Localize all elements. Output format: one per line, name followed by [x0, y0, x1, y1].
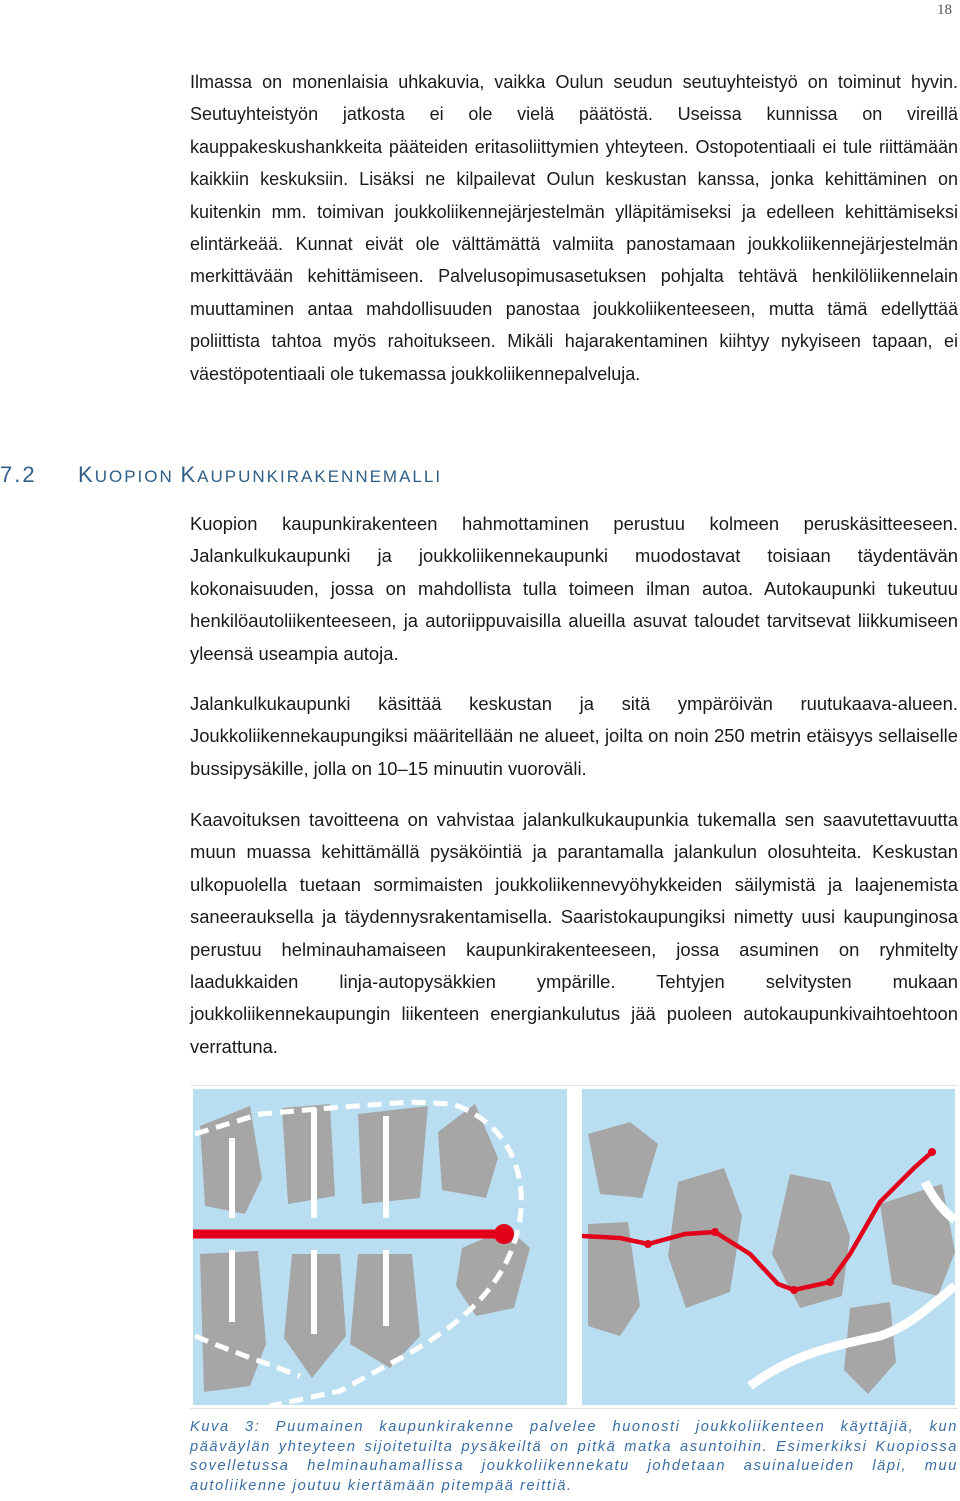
- land-block: [358, 1106, 428, 1204]
- bus-stop: [644, 1240, 652, 1248]
- land-block: [282, 1104, 335, 1204]
- terminal-stop: [494, 1224, 514, 1244]
- paragraph-intro: Ilmassa on monenlaisia uhkakuvia, vaikka Oulun seudun seutuyhteistyö on toiminut hyvin. Seutuyhteistyön jatkosta ei ole vielä päätöstä. Useissa kunnissa on vireillä kauppakeskushankkeita pääteiden eritasoliittymien yhteyteen. Ostopotentiaali ei tule riittämään kaikkiin keskuksiin. Lisäksi ne kilpailevat Oulun keskustan kanssa, jonka kehittäminen on kuitenkin mm. toimivan joukkoliikennejärjestelmän ylläpitämiseksi ja edelleen kehittämiseksi elintärkeää. Kunnat eivät ole välttämättä valmiita panostamaan joukkoliikennejärjestelmän merkittävään kehittämiseen. Palvelusopimusasetuksen pohjalta tehtävä henkilöliikennelain muuttaminen antaa mahdollisuuden panostaa joukkoliikenteeseen, mutta tämä edellyttää poliittista tahtoa myös rahoitukseen. Mikäli hajarakentaminen kiihtyy nykyiseen tapaan, ei väestöpotentiaali ole tukemassa joukkoliikennepalveluja.: [190, 72, 958, 384]
- section-title-initial: K: [78, 462, 95, 487]
- figure-caption: Kuva 3: Puumainen kaupunkirakenne palvelee huonosti joukkoliikenteen käyttäjiä, kun pääväylän yhteyteen sijoitetuilta pysäkeiltä on pitkä matka asuntoihin. Esimerkiksi Kuopiossa sovelletussa helminauhamallissa joukkoliikennekatu johdetaan asuinalueiden läpi, muu autoliikenne joutuu kiertämään pitempää reittiä.: [190, 1419, 958, 1494]
- string-of-pearls-panel: [582, 1089, 955, 1405]
- page-number: 18: [937, 2, 952, 18]
- section-title-part-2: AUPUNKIRAKENNEMALLI: [197, 467, 443, 486]
- bus-stop: [928, 1148, 936, 1156]
- figure-illustration: [190, 1086, 958, 1408]
- section-title-initial-2: K: [180, 462, 198, 487]
- paragraph-definitions: Jalankulkukaupunki käsittää keskustan ja sitä ympäröivän ruutukaava-alueen. Joukkoliikennekaupungiksi määritellään ne alueet, joilta on noin 250 metrin etäisyys sellaiselle bussipysäkille, jolla on 10–15 minuutin vuoroväli.: [190, 693, 958, 779]
- tree-structure-panel: [193, 1089, 567, 1406]
- section-title-part: UOPION: [94, 467, 181, 486]
- bus-stop: [790, 1286, 798, 1294]
- bus-stop: [711, 1228, 719, 1236]
- bus-stop: [826, 1278, 834, 1286]
- paragraph-concepts: Kuopion kaupunkirakenteen hahmottaminen perustuu kolmeen peruskäsitteeseen. Jalankulkukaupunki ja joukkoliikennekaupunki muodostavat toisiaan täydentävän kokonaisuuden, jossa on mahdollista tulla toimeen ilman autoa. Autokaupunki tukeutuu henkilöautoliikenteeseen, ja autoriippuvaisilla alueilla asuvat taloudet tarvitsevat liikkumiseen yleensä useampia autoja.: [190, 513, 958, 664]
- section-heading: [0, 462, 442, 488]
- section-number: 7.2: [0, 462, 37, 487]
- figure-urban-structure: [190, 1085, 958, 1409]
- paragraph-goals: Kaavoituksen tavoitteena on vahvistaa jalankulkukaupunkia tukemalla sen saavutettavuutta muun muassa kehittämällä pysäköintiä ja parantamalla jalankulun olosuhteita. Keskustan ulkopuolella tuetaan sormimaisten joukkoliikennevyöhykkeiden säilymistä ja laajenemista saneerauksella ja täydennysrakentamisella. Saaristokaupungiksi nimetty uusi kaupunginosa perustuu helminauhamaiseen kaupunkirakenteeseen, jossa asuminen on ryhmitelty laadukkaiden linja-autopysäkkien ympärille. Tehtyjen selvitysten mukaan joukkoliikennekaupungin liikenteen energiankulutus jää puoleen autokaupunkivaihtoehtoon verrattuna.: [190, 809, 958, 1057]
